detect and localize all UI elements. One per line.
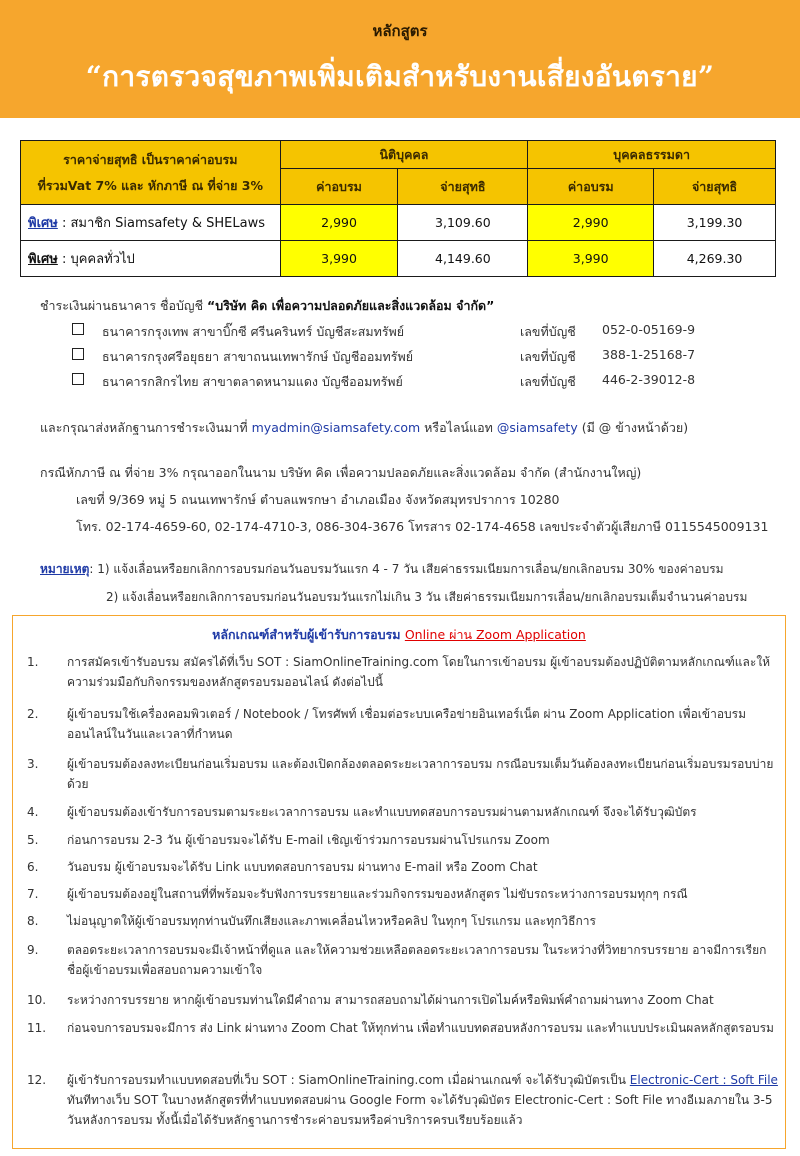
evidence-prefix: และกรุณาส่งหลักฐานการชำระเงินมาที่ [40, 420, 252, 435]
tax-address: เลขที่ 9/369 หมู่ 5 ถนนเทพารักษ์ ตำบลแพรกษา อำเภอเมือง จังหวัดสมุทรปราการ 10280 [76, 492, 560, 507]
item-number: 3. [27, 757, 39, 771]
bank-name: ธนาคารกสิกรไทย สาขาตลาดหนามแดง บัญชีออมทรัพย์ [102, 374, 403, 389]
rules-title [13, 625, 785, 645]
evidence-email-link[interactable]: myadmin@siamsafety.com [251, 420, 421, 435]
row-label-text: : บุคคลทั่วไป [57, 252, 135, 267]
item-number: 4. [27, 805, 39, 819]
row-label [21, 205, 281, 241]
item-text: ผู้เข้าอบรมต้องลงทะเบียนก่อนเริ่มอบรม และต้องเปิดกล้องตลอดระยะเวลาการอบรม กรณีอบรมเต็มวันต้องลงทะเบียนก่อนเริ่มอบรมรอบบ่ายด้วย [67, 757, 774, 791]
payment-intro-text: ชำระเงินผ่านธนาคาร ชื่อบัญชี [40, 298, 208, 313]
account-label: เลขที่บัญชี [520, 324, 576, 339]
remark-colon: : [89, 562, 94, 576]
bank-item [72, 347, 712, 367]
corp-net-cell: 3,109.60 [398, 205, 528, 241]
evidence-middle: หรือไลน์แอท [420, 420, 497, 435]
ind-net-cell: 3,199.30 [654, 205, 776, 241]
item-text-part-a: ผู้เข้ารับการอบรมทำแบบทดสอบที่เว็บ SOT : SiamOnlineTraining.com เมื่อผ่านเกณฑ์ จะได้รับวุฒิบัตรเป็น [67, 1073, 630, 1087]
item-number: 5. [27, 833, 39, 847]
account-label: เลขที่บัญชี [520, 374, 576, 389]
remark-2: 2) แจ้งเลื่อนหรือยกเลิกการอบรมก่อนวันอบรมวันแรกไม่เกิน 3 วัน เสียค่าธรรมเนียมการเลื่อน/ยกเลิกอบรมเต็มจำนวนค่าอบรม [106, 590, 748, 604]
bank-name: ธนาคารกรุงเทพ สาขาบิ๊กซี ศรีนครินทร์ บัญชีสะสมทรัพย์ [102, 324, 405, 339]
item-text: การสมัครเข้ารับอบรม สมัครได้ที่เว็บ SOT : SiamOnlineTraining.com โดยในการเข้าอบรม ผู้เข้าอบรมต้องปฏิบัติตามหลักเกณฑ์และให้ความร่วมมือกับกิจกรรมของหลักสูตรอบรมออนไลน์ ดังต่อไปนี้ [67, 655, 771, 689]
item-number: 7. [27, 887, 39, 901]
item-text: ไม่อนุญาตให้ผู้เข้าอบรมทุกท่านบันทึกเสียงและภาพเคลื่อนไหวหรือคลิป ในทุกๆ โปรแกรม และทุกวิธีการ [67, 914, 596, 928]
line-id: @siamsafety [496, 420, 578, 435]
special-tag: พิเศษ [28, 216, 58, 231]
payment-evidence [40, 418, 688, 438]
row-label [21, 241, 281, 277]
col-corp-fee: ค่าอบรม [280, 169, 398, 205]
item-number: 12. [27, 1073, 47, 1087]
item-text: ก่อนจบการอบรมจะมีการ ส่ง Link ผ่านทาง Zoom Chat ให้ทุกท่าน เพื่อทำแบบทดสอบหลังการอบรม และทำแบบประเมินผลหลักสูตรอบรม [67, 1021, 774, 1035]
item-text [67, 1070, 779, 1130]
item-number: 2. [27, 707, 39, 721]
checkbox-icon [72, 348, 84, 360]
rules-title-text: หลักเกณฑ์สำหรับผู้เข้ารับการอบรม [212, 627, 405, 642]
ind-fee-cell: 2,990 [528, 205, 654, 241]
rules-title-online: Online ผ่าน Zoom Application [404, 627, 586, 642]
bank-name: ธนาคารกรุงศรีอยุธยา สาขาถนนเทพารักษ์ บัญชีออมทรัพย์ [102, 349, 414, 364]
checkbox-icon [72, 323, 84, 335]
group-corporate: นิติบุคคล [280, 141, 528, 169]
col-ind-fee: ค่าอบรม [528, 169, 654, 205]
item-text: ผู้เข้าอบรมใช้เครื่องคอมพิวเตอร์ / Notebook / โทรศัพท์ เชื่อมต่อระบบเครือข่ายอินเทอร์เน็ต ผ่าน Zoom Application เพื่อเข้าอบรมออนไลน์ในวันและเวลาที่กำหนด [67, 707, 747, 741]
price-table [20, 140, 776, 277]
remark-text-1: 1) แจ้งเลื่อนหรือยกเลิกการอบรมก่อนวันอบรมวันแรก 4 - 7 วัน เสียค่าธรรมเนียมการเลื่อน/ยกเลิกอบรม 30% ของค่าอบรม [93, 562, 724, 576]
bank-item [72, 322, 712, 342]
account-number: 052-0-05169-9 [602, 322, 696, 337]
online-rules-box [12, 615, 786, 1149]
item-number: 8. [27, 914, 39, 928]
course-title: “การตรวจสุขภาพเพิ่มเติมสำหรับงานเสี่ยงอันตราย” [85, 60, 715, 93]
payment-intro [40, 296, 494, 316]
title-banner [0, 0, 800, 118]
group-individual: บุคคลธรรมดา [528, 141, 776, 169]
item-text: ก่อนการอบรม 2-3 วัน ผู้เข้าอบรมจะได้รับ E-mail เชิญเข้าร่วมการอบรมผ่านโปรแกรม Zoom [67, 833, 550, 847]
item-number: 1. [27, 655, 39, 669]
item-number: 10. [27, 993, 47, 1007]
checkbox-icon [72, 373, 84, 385]
tax-line-1: กรณีหักภาษี ณ ที่จ่าย 3% กรุณาออกในนาม บริษัท คิด เพื่อความปลอดภัยและสิ่งแวดล้อม จำกัด (สำนักงานใหญ่) [40, 465, 642, 480]
evidence-suffix: (มี @ ข้างหน้าด้วย) [577, 420, 689, 435]
ind-net-cell: 4,269.30 [654, 241, 776, 277]
item-text: วันอบรม ผู้เข้าอบรมจะได้รับ Link แบบทดสอบการอบรม ผ่านทาง E-mail หรือ Zoom Chat [67, 860, 538, 874]
item-number: 11. [27, 1021, 47, 1035]
account-number: 446-2-39012-8 [602, 372, 696, 387]
account-label: เลขที่บัญชี [520, 349, 576, 364]
account-name: “บริษัท คิด เพื่อความปลอดภัยและสิ่งแวดล้อม จำกัด” [207, 298, 495, 313]
special-tag: พิเศษ [28, 252, 58, 267]
electronic-cert-link[interactable]: Electronic-Cert : Soft File [629, 1073, 778, 1087]
ind-fee-cell: 3,990 [528, 241, 654, 277]
price-note [21, 141, 281, 205]
corp-net-cell: 4,149.60 [398, 241, 528, 277]
item-text: ระหว่างการบรรยาย หากผู้เข้าอบรมท่านใดมีคำถาม สามารถสอบถามได้ผ่านการเปิดไมค์หรือพิมพ์คำถามผ่านทาง Zoom Chat [67, 993, 714, 1007]
table-row [21, 241, 776, 277]
price-note-line2: ที่รวมVat 7% และ หักภาษี ณ ที่จ่าย 3% [37, 177, 264, 193]
item-number: 6. [27, 860, 39, 874]
corp-fee-cell: 3,990 [280, 241, 398, 277]
item-text: ผู้เข้าอบรมต้องเข้ารับการอบรมตามระยะเวลาการอบรม และทำแบบทดสอบการอบรมผ่านตามหลักเกณฑ์ จึงจะได้รับวุฒิบัตร [67, 805, 697, 819]
item-number: 9. [27, 943, 39, 957]
remark-label: หมายเหตุ [40, 562, 90, 576]
account-number: 388-1-25168-7 [602, 347, 696, 362]
item-text: ตลอดระยะเวลาการอบรมจะมีเจ้าหน้าที่ดูแล และให้ความช่วยเหลือตลอดระยะเวลาการอบรม ในระหว่างที่วิทยากรบรรยาย อาจมีการเรียกชื่อผู้เข้าอบรมเพื่อสอบถามความเข้าใจ [67, 943, 767, 977]
course-kicker: หลักสูตร [372, 22, 428, 40]
price-note-line1: ราคาจ่ายสุทธิ เป็นราคาค่าอบรม [63, 151, 238, 167]
item-text: ผู้เข้าอบรมต้องอยู่ในสถานที่ที่พร้อมจะรับฟังการบรรยายและร่วมกิจกรรมของหลักสูตร ไม่ขับรถระหว่างการอบรมทุกๆ กรณี [67, 887, 688, 901]
table-row [21, 205, 776, 241]
corp-fee-cell: 2,990 [280, 205, 398, 241]
row-label-text: : สมาชิก Siamsafety & SHELaws [57, 216, 265, 231]
col-corp-net: จ่ายสุทธิ [398, 169, 528, 205]
bank-item [72, 372, 712, 392]
remark-1 [40, 560, 724, 579]
tax-contact: โทร. 02-174-4659-60, 02-174-4710-3, 086-304-3676 โทรสาร 02-174-4658 เลขประจำตัวผู้เสียภาษี 0115545009131 [76, 519, 769, 534]
col-ind-net: จ่ายสุทธิ [654, 169, 776, 205]
item-text-part-b: ทันทีทางเว็บ SOT ในบางหลักสูตรที่ทำแบบทดสอบผ่าน Google Form จะได้รับวุฒิบัตร Electronic-Cert : Soft File ทางอีเมลภายใน 3-5 วันหลังการอบรม ทั้งนี้เมื่อได้รับหลักฐานการชำระค่าอบรมหรือค่าบริการครบเรียบร้อยแล้ว [67, 1093, 773, 1127]
